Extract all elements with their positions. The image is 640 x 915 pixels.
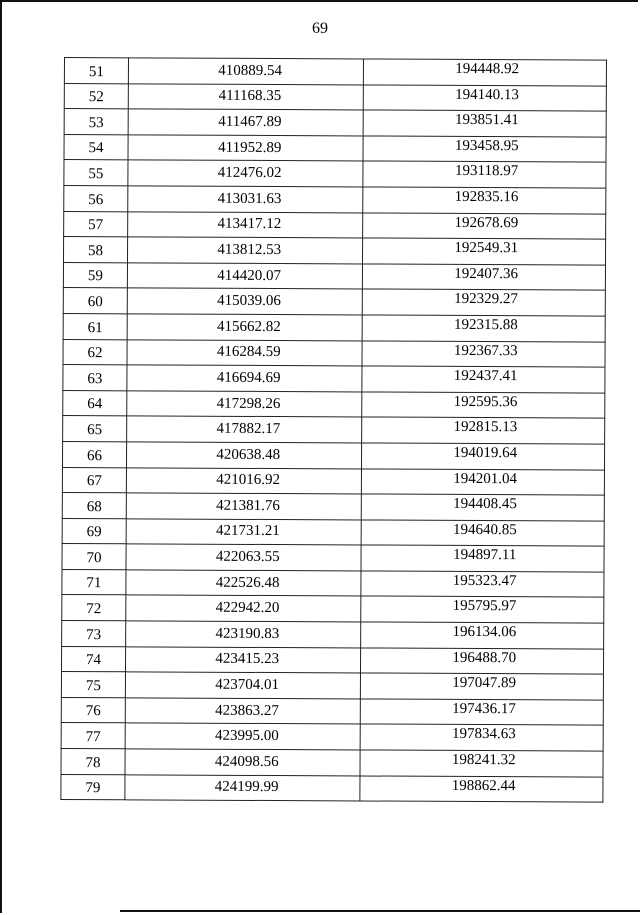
table-row [63, 339, 605, 367]
table-row [63, 390, 605, 418]
table-row [62, 544, 604, 572]
x-coordinate-cell: 415662.82 [127, 314, 363, 341]
point-number-cell: 63 [63, 365, 127, 391]
table-row [63, 237, 605, 265]
x-coordinate-cell: 423415.23 [125, 646, 361, 673]
x-coordinate-cell: 411952.89 [128, 135, 364, 162]
y-coordinate-cell: 197047.89 [361, 673, 604, 700]
x-coordinate-cell: 415039.06 [127, 288, 363, 315]
y-coordinate-cell: 194897.11 [361, 545, 604, 572]
table-row [64, 58, 606, 86]
y-coordinate-cell: 192329.27 [363, 289, 606, 316]
point-number-cell: 74 [61, 646, 125, 672]
x-coordinate-cell: 410889.54 [128, 58, 364, 85]
point-number-cell: 71 [62, 569, 126, 595]
table-row [64, 185, 606, 213]
point-number-cell: 69 [62, 518, 126, 544]
x-coordinate-cell: 421731.21 [126, 518, 362, 545]
y-coordinate-cell: 193458.95 [363, 136, 606, 163]
y-coordinate-cell: 192835.16 [363, 187, 606, 214]
table-row [63, 313, 605, 341]
y-coordinate-cell: 193851.41 [364, 110, 607, 137]
table-row [64, 134, 606, 162]
y-coordinate-cell: 192815.13 [362, 417, 605, 444]
point-number-cell: 55 [64, 160, 128, 186]
y-coordinate-cell: 197834.63 [361, 724, 604, 751]
x-coordinate-cell: 416284.59 [127, 339, 363, 366]
table-row [63, 365, 605, 393]
x-coordinate-cell: 413031.63 [128, 186, 364, 213]
point-number-cell: 64 [63, 390, 127, 416]
y-coordinate-cell: 192595.36 [362, 392, 605, 419]
x-coordinate-cell: 423995.00 [125, 723, 361, 750]
point-number-cell: 56 [64, 185, 128, 211]
x-coordinate-cell: 424199.99 [125, 774, 361, 801]
table-row [63, 262, 605, 290]
table-row [64, 109, 606, 137]
table-row [62, 621, 604, 649]
y-coordinate-cell: 194448.92 [364, 59, 607, 86]
point-number-cell: 65 [63, 416, 127, 442]
x-coordinate-cell: 413417.12 [128, 211, 364, 238]
point-number-cell: 58 [63, 237, 127, 263]
point-number-cell: 76 [61, 697, 125, 723]
table-row [62, 595, 604, 623]
point-number-cell: 78 [61, 749, 125, 775]
table-row [64, 83, 606, 111]
table-row [63, 416, 605, 444]
point-number-cell: 67 [62, 467, 126, 493]
x-coordinate-cell: 422063.55 [126, 544, 362, 571]
table-row [61, 749, 603, 777]
table-row [61, 646, 603, 674]
x-coordinate-cell: 412476.02 [128, 160, 364, 187]
x-coordinate-cell: 421381.76 [126, 493, 362, 520]
point-number-cell: 59 [63, 262, 127, 288]
point-number-cell: 68 [62, 493, 126, 519]
point-number-cell: 66 [62, 441, 126, 467]
x-coordinate-cell: 414420.07 [127, 263, 363, 290]
x-coordinate-cell: 423704.01 [125, 672, 361, 699]
y-coordinate-cell: 192315.88 [363, 315, 606, 342]
y-coordinate-cell: 197436.17 [361, 699, 604, 726]
x-coordinate-cell: 420638.48 [126, 442, 362, 469]
coordinate-table [60, 57, 607, 803]
table-row [63, 288, 605, 316]
table-row [61, 672, 603, 700]
point-number-cell: 61 [63, 313, 127, 339]
table-row [61, 774, 603, 802]
point-number-cell: 62 [63, 339, 127, 365]
scan-edge-rule [120, 910, 640, 912]
table-row [62, 569, 604, 597]
table-row [62, 493, 604, 521]
table-row [61, 723, 603, 751]
point-number-cell: 70 [62, 544, 126, 570]
point-number-cell: 52 [64, 83, 128, 109]
y-coordinate-cell: 192407.36 [363, 264, 606, 291]
table-row [62, 441, 604, 469]
point-number-cell: 54 [64, 134, 128, 160]
point-number-cell: 75 [61, 672, 125, 698]
point-number-cell: 72 [62, 595, 126, 621]
x-coordinate-cell: 422942.20 [126, 595, 362, 622]
x-coordinate-cell: 423190.83 [126, 621, 362, 648]
point-number-cell: 77 [61, 723, 125, 749]
x-coordinate-cell: 411168.35 [128, 83, 364, 110]
x-coordinate-cell: 417298.26 [127, 391, 363, 418]
page-number: 69 [312, 20, 328, 37]
y-coordinate-cell: 192437.41 [362, 366, 605, 393]
point-number-cell: 60 [63, 288, 127, 314]
x-coordinate-cell: 413812.53 [127, 237, 363, 264]
point-number-cell: 79 [61, 774, 125, 800]
y-coordinate-cell: 196488.70 [361, 648, 604, 675]
table-row [62, 467, 604, 495]
table-row [61, 697, 603, 725]
table-row [62, 518, 604, 546]
y-coordinate-cell: 196134.06 [361, 622, 604, 649]
table-row [64, 160, 606, 188]
x-coordinate-cell: 416694.69 [127, 365, 363, 392]
x-coordinate-cell: 421016.92 [126, 467, 362, 494]
point-number-cell: 57 [64, 211, 128, 237]
y-coordinate-cell: 194201.04 [362, 468, 605, 495]
y-coordinate-cell: 198862.44 [360, 776, 603, 803]
y-coordinate-cell: 192549.31 [363, 238, 606, 265]
y-coordinate-cell: 194140.13 [364, 85, 607, 112]
y-coordinate-cell: 193118.97 [363, 161, 606, 188]
point-number-cell: 51 [64, 58, 128, 84]
point-number-cell: 73 [62, 621, 126, 647]
x-coordinate-cell: 417882.17 [127, 416, 363, 443]
y-coordinate-cell: 195795.97 [361, 596, 604, 623]
x-coordinate-cell: 422526.48 [126, 570, 362, 597]
y-coordinate-cell: 198241.32 [360, 750, 603, 777]
x-coordinate-cell: 423863.27 [125, 698, 361, 725]
x-coordinate-cell: 411467.89 [128, 109, 364, 136]
table-row [64, 211, 606, 239]
coordinate-table-body [61, 58, 607, 803]
point-number-cell: 53 [64, 109, 128, 135]
y-coordinate-cell: 192678.69 [363, 213, 606, 240]
y-coordinate-cell: 192367.33 [362, 340, 605, 367]
y-coordinate-cell: 194019.64 [362, 443, 605, 470]
x-coordinate-cell: 424098.56 [125, 749, 361, 776]
y-coordinate-cell: 195323.47 [361, 571, 604, 598]
y-coordinate-cell: 194408.45 [362, 494, 605, 521]
y-coordinate-cell: 194640.85 [362, 520, 605, 547]
